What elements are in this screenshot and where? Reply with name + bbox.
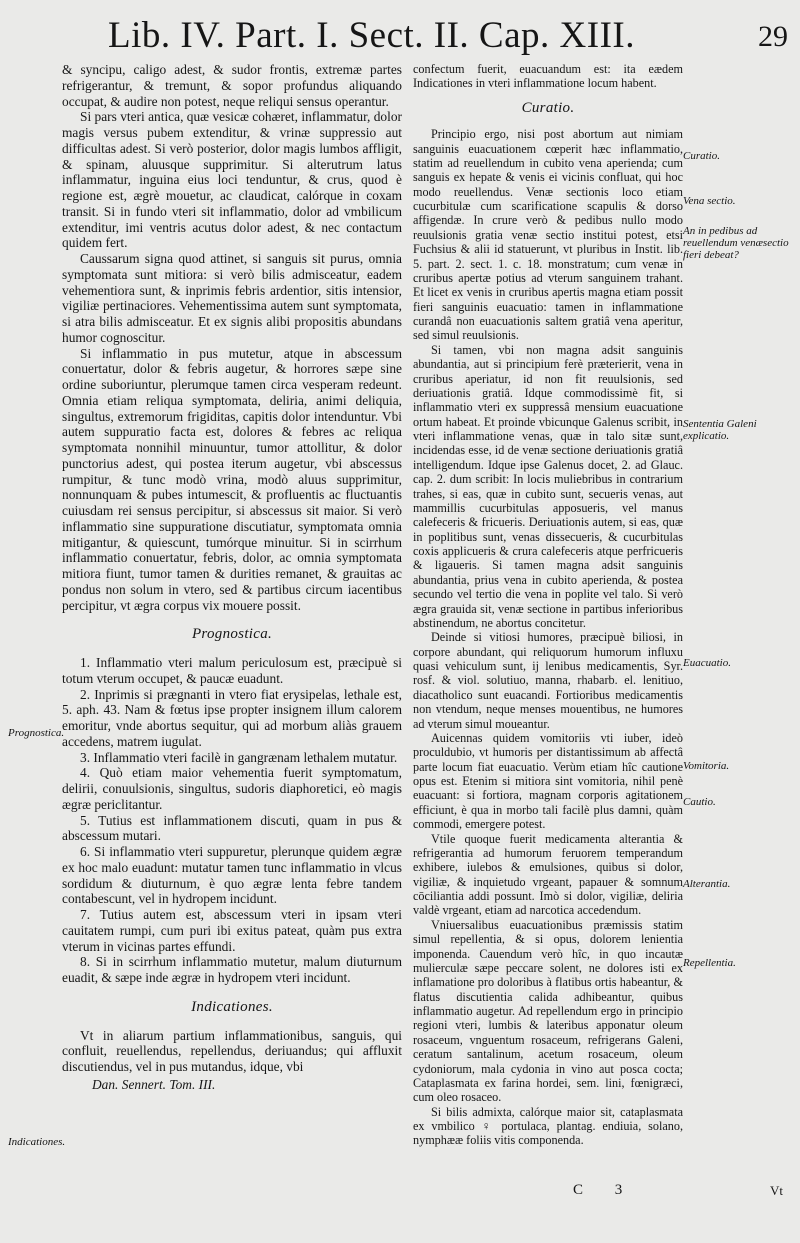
- margin-note-indicationes: Indicationes.: [8, 1136, 66, 1148]
- page-number: 29: [758, 20, 788, 53]
- right-column: [413, 62, 683, 1148]
- margin-note-sententia: Sententia Galeni explicatio.: [683, 418, 757, 442]
- margin-note-prognostica: Prognostica.: [8, 727, 65, 739]
- prognosis-item: 6. Si inflammatio vteri suppuretur, plerunque quidem ægræ ex hoc malo euadunt: mutatur tamen tunc inflammatio in vlcus sordidum & diuturnum, è quo ægræ lenta febre tandem contabescunt, vel in hydropem incidunt.: [62, 844, 402, 907]
- paragraph: Principio ergo, nisi post abortum aut nimiam sanguinis euacuationem cœperit hæc inflammatio, statim ad reuellendum in cubito vena aperienda; cum sanguis ex hepate & venis ei vicinis confluat, qui hoc modo reuellendus. Venæ sectionis loco etiam cucurbitulæ cum scarificatione scapulis & dorso affigendæ. In crure verò & pedibus nullo modo reuulsionis gratia venæ sectio institui potest, etsi Fuchsius & alii id statuerunt, vt pluribus in Instit. lib. 5. part. 2. sect. 1. c. 18. monstratum; cum venæ in cruribus apertæ potius ad vterum sanguinem trahant. Et licet ex venis in cruribus apertis magna etiam possit fieri sanguinis euacuatio: tamen in inflammatione curandâ non euacuationis saltem gratiâ vena aperitur, sed simul reuulsionis.: [413, 127, 683, 343]
- paragraph: confectum fuerit, euacuandum est: ita eædem Indicationes in vteri inflammatione locum habent.: [413, 62, 683, 91]
- curatio-heading: Curatio.: [521, 99, 575, 116]
- paragraph: Vniuersalibus euacuationibus præmissis statim simul repellentia, & si opus, dolorem lenientia imponenda. Cauendum verò hîc, in quo incautæ mulierculæ sæpe peccare solent, ne dolores isti ex inflamatione pro doloribus à flatibus ortis habeantur, & flatus discutientia calida adhibeantur, quibus inflammatio augetur. Ad repellendum ergo in principio regioni vteri, lumbis & lateribus apponatur oleum rosaceum, vnguentum rosaceum, refrigerans Galeni, ceratum santalinum, acetum rosaceum, oleum cydoniorum, mala cydonia in vino aut posca cocta; Cataplasmata ex farina hordei, sem. lini, fœnigræci, cum oleo rosaceo.: [413, 917, 683, 1105]
- left-column: [62, 62, 402, 1093]
- signature-mark: C 3: [573, 1182, 637, 1198]
- paragraph: & syncipu, caligo adest, & sudor frontis, extremæ partes refrigerantur, & tremunt, & sopor profundus aliquando occupat, & audire non potest, neque reliqui sensus operantur.: [62, 62, 402, 109]
- paragraph: Auicennas quidem vomitoriis vti iuber, ideò proculdubio, vt humoris per distantissimum ab affectâ parte locum fiat euacuatio. Verùm etiam hîc cautione opus est. Etenim si mitiora sint vomitoria, nihil penè euacuant: si fortiora, magnam corporis agitationem efficiunt, è qua in morbo tali facilè plus damni, quàm commodi, emergere potest.: [413, 730, 683, 832]
- margin-note-euacuatio: Euacuatio.: [683, 657, 731, 669]
- prognosis-item: 3. Inflammatio vteri facilè in gangrænam lethalem mutatur.: [80, 749, 398, 765]
- indicationes-heading: Indicationes.: [191, 998, 273, 1015]
- paragraph: Vtile quoque fuerit medicamenta alterantia & refrigerantia ad humorum feruorem temperandum exhibere, iulebos & emulsiones, quibus si dolor, vigiliæ, & inquietudo vrgeant, papauer & somnum cōciliantia addi possunt. Imò si dolor, vigiliæ, deliria valdè vrgeant, etiam ad narcotica accedendum.: [413, 831, 683, 918]
- paragraph: Si inflammatio in pus mutetur, atque in abscessum conuertatur, dolor & febris augetur, & horrores sæpe sine ordine suboriuntur, plerumque tamen circa vesperam redeunt. Omnia etiam reliqua symptomata, deliria, animi deliquia, singultus, extremorum frigiditas, capitis dolor intenduntur. Vbi autem suppuratio facta est, dolores & febres ac reliqua symptomata nonnihil minuuntur, tumor attollitur, & dolor punctorius adest, qui postea iterum augetur, vbi abscessus rumpitur, & tunc modò vrina, modò aluus supprimitur, nonnunquam & pubes intumescit, & profluentis ac fluctuantis cuiusdam rei sensus percipitur, si abscessus sit maior. Si verò inflammatio sine suppuratione discutiatur, symptomata omnia mitigantur, & quiescunt, tumórque minuitur. Si in scirrhum inflammatio conuertatur, febris, dolor, ac omnia symptomata mitiora fiunt, tumor tamen & durities remanet, & grauitas ac pondus non solum in vtero, sed & partibus circum iacentibus percipitur, vt ægra corpus vix mouere possit.: [62, 345, 402, 613]
- margin-note-vomitoria: Vomitoria.: [683, 760, 730, 772]
- margin-note-alterantia: Alterantia.: [683, 878, 731, 890]
- prognostica-heading: Prognostica.: [191, 626, 273, 643]
- running-head: [108, 14, 798, 60]
- prognosis-item: 4. Quò etiam maior vehementia fuerit symptomatum, delirii, conuulsionis, singultus, sudoris diaphoretici, eò magis ægræ periclitantur.: [62, 765, 402, 812]
- prognosis-item: 7. Tutius autem est, abscessum vteri in ipsam vteri cauitatem rumpi, cum puri ibi exitus pateat, quàm pus extra vterum in vicinas partes effundi.: [62, 907, 402, 954]
- paragraph: Caussarum signa quod attinet, si sanguis sit purus, omnia symptomata sunt mitiora: si verò bilis admisceatur, eadem vehementiora sunt, & inprimis febris ardentior, sitis intensior, vigiliæ pertinaciores. Vehementissima autem sunt symptomata, si atra bilis admisceatur. Et ex signis alibi propositis abundans humor cognoscitur.: [62, 251, 402, 345]
- running-title: Lib. IV. Part. I. Sect. II. Cap. XIII.: [108, 15, 635, 56]
- margin-note-curatio: Curatio.: [683, 150, 720, 162]
- prognosis-item: 1. Inflammatio vteri malum periculosum est, præcipuè si totum vterum occupet, & paucæ euadunt.: [62, 655, 402, 686]
- margin-note-pedibus: An in pedibus ad reuellendum venæsectio fieri debeat?: [683, 225, 789, 261]
- margin-note-repellentia: Repellentia.: [683, 957, 736, 969]
- margin-note-cautio: Cautio.: [683, 796, 716, 808]
- author-footer: Dan. Sennert. Tom. III.: [92, 1076, 216, 1092]
- paragraph: Si tamen, vbi non magna adsit sanguinis abundantia, aut si principium ferè præterierit, vena in cruribus aperiatur, id non fit reuulsionis, sed deriuationis gratiâ. Idque commodissimè fit, si inflammatio vteri ex suppressâ mensium euacuatione ortum habeat. Et proinde vbicunque Galenus scribit, in vteri inflammatione venas, quæ in talo sitæ sunt, incidendas esse, id de venæ sectione deriuationis gratiâ intelligendum. Idque ipse Galenus docet, 2. ad Glauc. cap. 2. dum scribit: In locis muliebribus in contrarium trahes, si eas, quæ in cubito sunt, secueris venas, aut mammillis cucurbitulas apposueris, vel manus calefeceris & fricueris. Deriuationis autem, si eas, quæ in poplitibus sunt, venas dissecueris, & cucurbitulas coxis applicueris & crura calefeceris atque perfricueris & ligaueris. Si tamen magna adsit sanguinis abundantia, prius vena in cubito aperienda, & postea secundo vel tertio die vena in poplite vel talo. Si verò ægra grauida sit, venæ sectione in partibus inferioribus abstinendum, ne abortus concitetur.: [413, 342, 683, 630]
- prognosis-item: 5. Tutius est inflammationem discuti, quam in pus & abscessum mutari.: [62, 812, 402, 844]
- paragraph: Si pars vteri antica, quæ vesicæ cohæret, inflammatur, dolor magis versus pubem extenditur, & vrinæ suppressio aut difficultas adest. Si verò posterior, dolor magis lumbos affligit, & spinam, aluusque supprimitur. Si alterutrum latus inflammatur, inguina eius loci tenduntur, & crus, quod è regione est, ægrè mouetur, ac claudicat, calórque in coxam transit. Si in fundo vteri sit inflammatio, dolor ad vmbilicum extenditur, imi ventris acutus dolor adest, & nec contactum quidem fert.: [62, 109, 402, 251]
- paragraph: Vt in aliarum partium inflammationibus, sanguis, qui confluit, reuellendus, repellendus, deriuandus; qui affluxit discutiendus, vel in pus mutandus, idque, vbi: [62, 1027, 402, 1074]
- paragraph: Deinde si vitiosi humores, præcipuè biliosi, in corpore abundant, qui reliquorum humorum influxu quasi vehiculum sunt, ij lenibus medicamentis, Syr. rosf. & viol. solutiuo, manna, rhabarb. el. lenitiuo, diacatholico sunt euacandi. Fortioribus medicamentis non vtendum, neque menses mouentibus, ne humores ad vterum simul moueantur.: [413, 630, 683, 731]
- paragraph: Si bilis admixta, calórque maior sit, cataplasmata ex vmbilico ♀ portulaca, plantag. endiuia, solano, nymphææ foliis vitis componenda.: [413, 1104, 683, 1148]
- catchword: Vt: [770, 1183, 783, 1198]
- prognosis-item: 8. Si in scirrhum inflammatio mutetur, malum diuturnum euadit, & sæpe inde ægræ in hydropem vteri incidunt.: [62, 954, 402, 985]
- prognosis-item: 2. Inprimis si prægnanti in vtero fiat erysipelas, lethale est, 5. aph. 43. Nam & fœtus ipse propter insignem illum calorem emoritur, vnde abortus sequitur, qui ad morbum aliàs grauem accedens, matrem iugulat.: [62, 686, 402, 749]
- margin-note-vena-sectio: Vena sectio.: [683, 195, 736, 207]
